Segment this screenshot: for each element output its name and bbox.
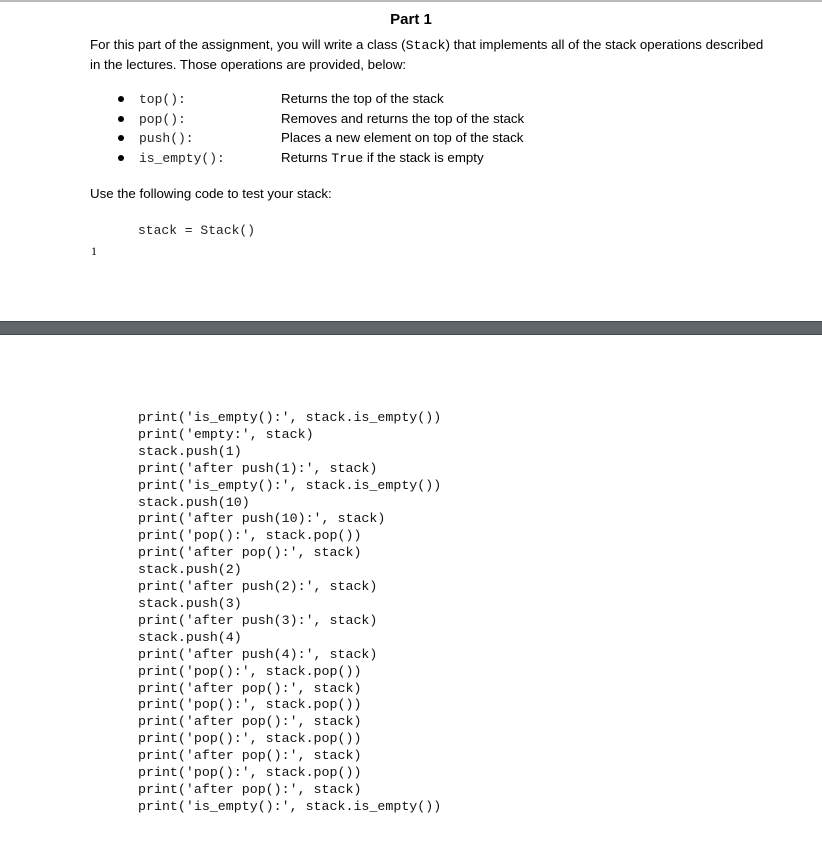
- code-line: print('after pop():', stack): [138, 545, 362, 561]
- intro-text-end: ) that implements all of the stack operations described in the lectures. Those operations are provided, below:: [90, 37, 764, 72]
- code-line: stack.push(10): [138, 494, 250, 510]
- intro-paragraph: [90, 35, 770, 74]
- operation-item-pop: [118, 111, 598, 131]
- code-line: print('is_empty():', stack.is_empty()): [138, 410, 442, 425]
- code-line: print('is_empty():', stack.is_empty()): [138, 477, 442, 493]
- code-line: print('after push(2):', stack): [138, 579, 378, 595]
- operation-description-code: True: [331, 150, 364, 166]
- operation-description: [281, 150, 484, 166]
- intro-text-start: For this part of the assignment, you will write a class (: [90, 37, 406, 52]
- code-line: print('after push(10):', stack): [138, 511, 386, 527]
- bullet-icon: [118, 135, 124, 141]
- code-line: stack.push(3): [138, 595, 242, 611]
- operation-item-push: [118, 130, 598, 150]
- operation-name: pop():: [139, 111, 186, 127]
- operation-description: [281, 111, 524, 127]
- code-line: print('after pop():', stack): [138, 781, 362, 797]
- operation-item-top: [118, 91, 598, 111]
- operation-description-text: Places a new element on top of the stack: [281, 130, 524, 145]
- code-line: stack.push(1): [138, 443, 242, 459]
- code-line: print('after pop():', stack): [138, 714, 362, 730]
- bullet-icon: [118, 116, 124, 122]
- page-title: Part 1: [390, 11, 432, 28]
- code-line: print('after push(3):', stack): [138, 612, 378, 628]
- code-line: print('pop():', stack.pop()): [138, 765, 362, 781]
- operation-description-text: Removes and returns the top of the stack: [281, 110, 525, 126]
- operation-name: push():: [139, 131, 194, 146]
- code-line: stack.push(2): [138, 562, 242, 578]
- code-line: stack.push(4): [138, 629, 242, 645]
- operation-description-text: Returns the top of the stack: [281, 91, 444, 106]
- code-line: print('pop():', stack.pop()): [138, 697, 362, 713]
- code-line: print('empty:', stack): [138, 426, 314, 442]
- code-line: print('after pop():', stack): [138, 680, 362, 696]
- page-number: 1: [91, 244, 97, 258]
- code-line-create-stack: stack = Stack(): [138, 223, 256, 238]
- bullet-icon: [118, 155, 124, 161]
- code-line: print('after push(1):', stack): [138, 460, 378, 476]
- page-break-divider: [0, 321, 822, 335]
- code-line: print('pop():', stack.pop()): [138, 528, 362, 544]
- operation-description: [281, 130, 523, 146]
- operation-description: [281, 91, 444, 107]
- operation-item-is-empty: [118, 150, 598, 170]
- code-line: print('pop():', stack.pop()): [138, 731, 362, 747]
- code-line: print('pop():', stack.pop()): [138, 663, 362, 679]
- operations-list: [118, 91, 598, 169]
- code-line: print('after pop():', stack): [138, 748, 362, 764]
- operation-name: is_empty():: [139, 150, 225, 166]
- bullet-icon: [118, 96, 124, 102]
- operation-description-text: Returns: [281, 149, 332, 165]
- operation-description-text-end: if the stack is empty: [363, 149, 484, 165]
- page-top-border: [0, 0, 822, 2]
- intro-class-name: Stack: [405, 38, 446, 53]
- operation-name: top():: [139, 92, 186, 107]
- code-line: print('is_empty():', stack.is_empty()): [138, 798, 442, 814]
- code-line: print('after push(4):', stack): [138, 646, 378, 662]
- test-code-block: [138, 410, 441, 816]
- test-code-intro: Use the following code to test your stack:: [90, 186, 332, 201]
